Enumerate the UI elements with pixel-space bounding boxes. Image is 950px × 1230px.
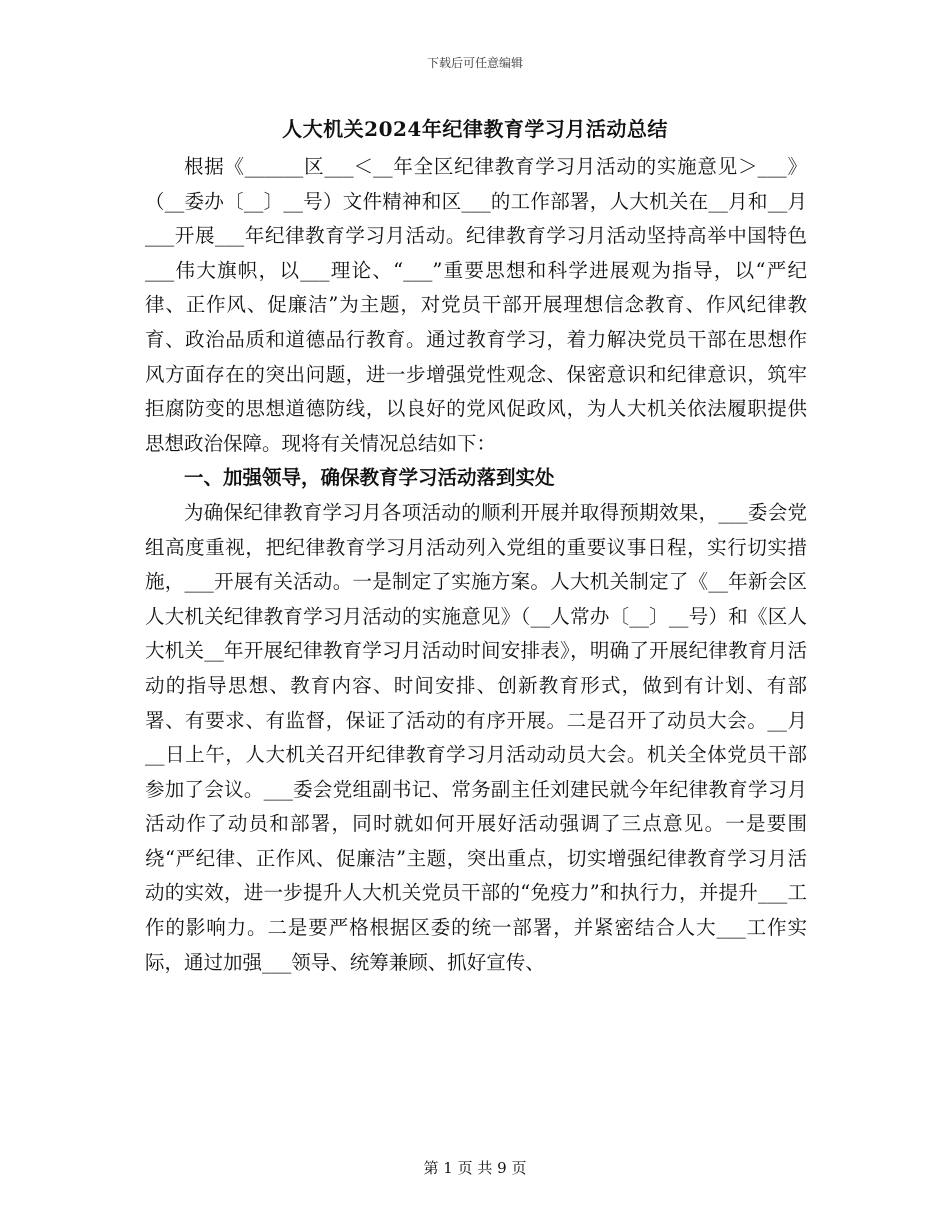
document-body: [145, 150, 807, 980]
paragraph-section-1: 为确保纪律教育学习月各项活动的顺利开展并取得预期效果，___委会党组高度重视，把纪律教育学习月活动列入党组的重要议事日程，实行切实措施，___开展有关活动。一是制定了实施方案。人大机关制定了《__年新会区人大机关纪律教育学习月活动的实施意见》（__人常办〔__〕__号）和《区人大机关__年开展纪律教育学习月活动时间安排表》，明确了开展纪律教育月活动的指导思想、教育内容、时间安排、创新教育形式，做到有计划、有部署、有要求、有监督，保证了活动的有序开展。二是召开了动员大会。__月__日上午，人大机关召开纪律教育学习月活动动员大会。机关全体党员干部参加了会议。___委会党组副书记、常务副主任刘建民就今年纪律教育学习月活动作了动员和部署，同时就如何开展好活动强调了三点意见。一是要围绕“严纪律、正作风、促廉洁”主题，突出重点，切实增强纪律教育学习月活动的实效，进一步提升人大机关党员干部的“免疫力”和执行力，并提升___工作的影响力。二是要严格根据区委的统一部署，并紧密结合人大___工作实际，通过加强___领导、统筹兼顾、抓好宣传、: [145, 500, 807, 974]
page-number: 第 1 页 共 9 页: [423, 1159, 527, 1177]
paragraph-intro: 根据《______区___＜__年全区纪律教育学习月活动的实施意见＞___》（__委办〔__〕__号）文件精神和区___的工作部署，人大机关在__月和__月___开展___年纪律教育学习月活动。纪律教育学习月活动坚持高举中国特色___伟大旗帜，以___理论、“___”重要思想和科学进展观为指导，以“严纪律、正作风、促廉洁”为主题，对党员干部开展理想信念教育、作风纪律教育、政治品质和道德品行教育。通过教育学习，着力解决党员干部在思想作风方面存在的突出问题，进一步增强党性观念、保密意识和纪律意识，筑牢拒腐防变的思想道德防线，以良好的党风促政风，为人大机关依法履职提供思想政治保障。现将有关情况总结如下：: [145, 155, 807, 455]
header-note: 下载后可任意编辑: [426, 56, 523, 70]
section-heading-1: 一、加强领导，确保教育学习活动落到实处: [184, 466, 555, 490]
document-title: 人大机关2024年纪律教育学习月活动总结: [282, 117, 668, 141]
